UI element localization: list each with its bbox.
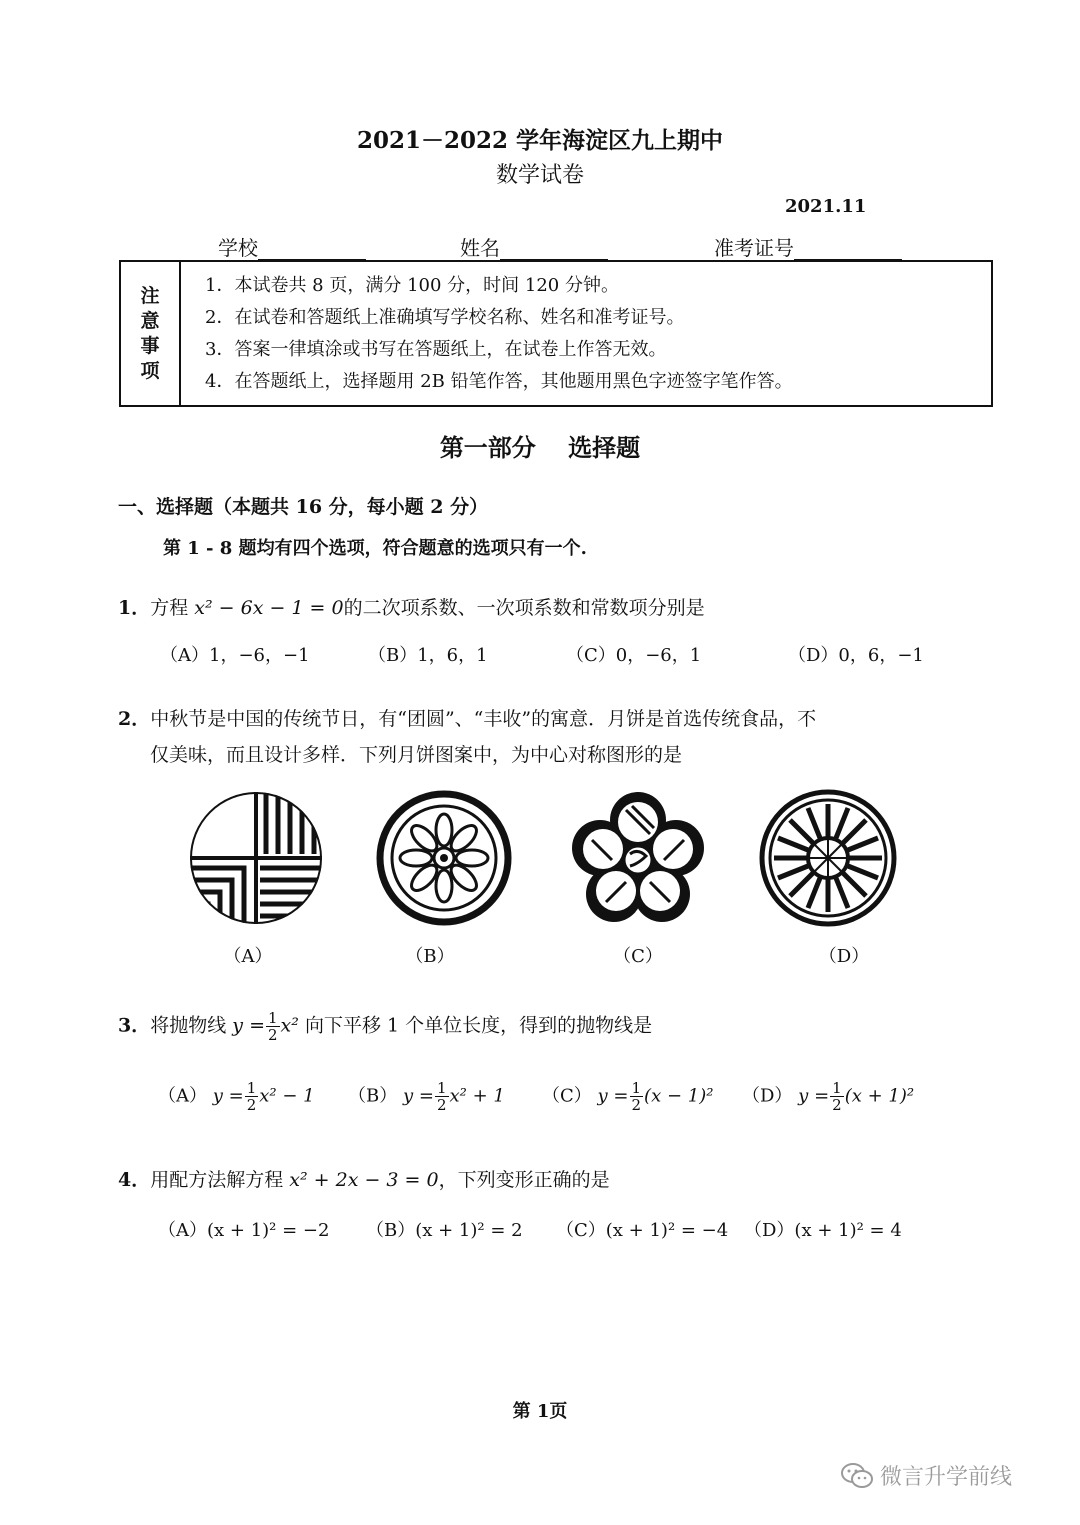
school-field: 学校 bbox=[218, 232, 366, 261]
mooncake-c-figure[interactable] bbox=[568, 790, 708, 926]
q2-label-b[interactable]: （B） bbox=[405, 946, 455, 967]
q2-label-a[interactable]: （A） bbox=[223, 946, 273, 967]
wechat-icon bbox=[840, 1462, 874, 1490]
name-blank[interactable] bbox=[500, 237, 608, 261]
exam-id-field: 准考证号 bbox=[714, 232, 902, 261]
q3-option-d[interactable]: （D） y = $\frac{1}{2}$ (x + 1)² bbox=[742, 1079, 915, 1114]
q4-option-c[interactable]: （C）(x + 1)² = −4 bbox=[556, 1220, 729, 1241]
q4-option-a[interactable]: （A）(x + 1)² = −2 bbox=[158, 1220, 330, 1241]
watermark-text: 微言升学前线 bbox=[880, 1465, 1013, 1490]
question-2-line2: 仅美味，而且设计多样．下列月饼图案中，为中心对称图形的是 bbox=[150, 744, 683, 766]
q1-option-a[interactable]: （A）1，−6，−1 bbox=[160, 645, 310, 666]
q3-option-a[interactable]: （A） y = $\frac{1}{2}$ x² − 1 bbox=[158, 1079, 315, 1114]
section-instruction: 第 1 - 8 题均有四个选项，符合题意的选项只有一个. bbox=[163, 538, 587, 559]
notice-heading: 注 意 事 项 bbox=[121, 262, 181, 405]
page-number: 第 1页 bbox=[512, 1401, 568, 1422]
q1-option-d[interactable]: （D）0，6，−1 bbox=[788, 645, 924, 666]
question-2: 2．中秋节是中国的传统节日，有“团圆”、“丰收”的寓意．月饼是首选传统食品，不 bbox=[118, 708, 817, 730]
part-title: 第一部分 选择题 bbox=[439, 434, 641, 462]
exam-date: 2021.11 bbox=[785, 196, 867, 217]
exam-id-blank[interactable] bbox=[794, 237, 902, 261]
q1-option-c[interactable]: （C）0，−6，1 bbox=[566, 645, 702, 666]
q4-option-d[interactable]: （D）(x + 1)² = 4 bbox=[744, 1220, 902, 1241]
question-1: 1．方程 x² − 6x − 1 = 0的二次项系数、一次项系数和常数项分别是 bbox=[118, 597, 705, 619]
mooncake-d-figure[interactable] bbox=[758, 788, 898, 928]
name-field: 姓名 bbox=[460, 232, 608, 261]
exam-subtitle: 数学试卷 bbox=[495, 163, 584, 188]
mooncake-a-figure[interactable] bbox=[186, 788, 326, 928]
notice-item: 2．在试卷和答题纸上准确填写学校名称、姓名和准考证号。 bbox=[205, 307, 685, 328]
q3-option-c[interactable]: （C） y = $\frac{1}{2}$ (x − 1)² bbox=[542, 1079, 714, 1114]
school-blank[interactable] bbox=[258, 237, 366, 261]
q3-option-b[interactable]: （B） y = $\frac{1}{2}$ x² + 1 bbox=[348, 1079, 505, 1114]
section-title: 一、选择题（本题共 16 分，每小题 2 分） bbox=[118, 496, 489, 518]
notice-list bbox=[205, 270, 793, 398]
mooncake-b-figure[interactable] bbox=[376, 790, 512, 926]
watermark bbox=[840, 1460, 1012, 1491]
q2-label-d[interactable]: （D） bbox=[818, 946, 870, 967]
notice-item: 1．本试卷共 8 页，满分 100 分，时间 120 分钟。 bbox=[205, 275, 619, 296]
notice-item: 3．答案一律填涂或书写在答题纸上，在试卷上作答无效。 bbox=[205, 339, 667, 360]
q2-label-c[interactable]: （C） bbox=[613, 946, 663, 967]
notice-box bbox=[119, 260, 993, 407]
notice-item: 4．在答题纸上，选择题用 2B 铅笔作答，其他题用黑色字迹签字笔作答。 bbox=[205, 371, 793, 392]
q4-option-b[interactable]: （B）(x + 1)² = 2 bbox=[366, 1220, 523, 1241]
question-4: 4．用配方法解方程 x² + 2x − 3 = 0，下列变形正确的是 bbox=[118, 1169, 610, 1191]
question-3: 3．将抛物线 y = $\frac{1}{2}$ x² 向下平移 1 个单位长度，得到的抛物线是 bbox=[118, 1009, 653, 1044]
q1-option-b[interactable]: （B）1，6，1 bbox=[368, 645, 488, 666]
exam-title: 2021－2022 学年海淀区九上期中 bbox=[356, 127, 724, 154]
